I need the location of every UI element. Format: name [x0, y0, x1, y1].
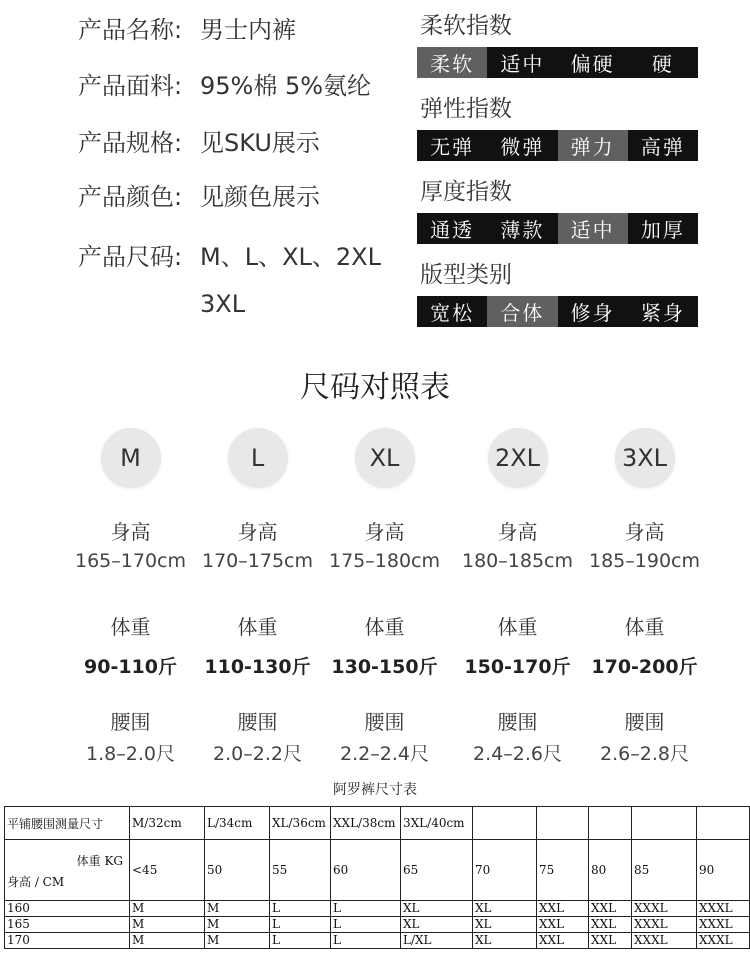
index-bar-fit [417, 296, 698, 327]
size-column-3xl [581, 428, 708, 765]
table-title: 阿罗裤尺寸表 [333, 782, 417, 798]
table-cell: XXL [589, 933, 632, 949]
table-cell: M [130, 917, 205, 933]
size-column-l [194, 428, 321, 765]
height-label: 身高 [624, 520, 665, 544]
table-weight-row [5, 840, 750, 901]
table-cell: 170 [5, 933, 130, 949]
index-title-fit: 版型类别 [420, 262, 512, 288]
table-cell: 55 [270, 840, 331, 901]
height-value: 165–170cm [75, 550, 186, 572]
table-cell: XXL [537, 917, 589, 933]
table-cell: XXXL [632, 901, 697, 917]
table-cell [537, 807, 589, 840]
index-option: 合体 [487, 296, 557, 327]
table-cell: XXXL [632, 933, 697, 949]
table-cell: 平铺腰围测量尺寸 [5, 807, 130, 840]
spec-value-size-cont: 3XL [200, 290, 246, 318]
size-table [4, 806, 750, 949]
index-option: 硬 [651, 52, 674, 76]
table-cell: L [331, 933, 401, 949]
table-cell: XL [473, 933, 537, 949]
height-label: 身高 [237, 520, 278, 544]
table-header-row [5, 807, 750, 840]
spec-value-color: 见颜色展示 [200, 183, 320, 211]
index-bar-elasticity [417, 130, 698, 161]
waist-label: 腰围 [237, 710, 278, 734]
spec-value-size: M、L、XL、2XL [200, 243, 381, 271]
index-option: 紧身 [640, 301, 685, 325]
weight-label: 体重 [497, 615, 538, 639]
index-option: 宽松 [430, 301, 475, 325]
table-cell: L/XL [401, 933, 473, 949]
weight-label: 体重 [237, 615, 278, 639]
weight-value: 150-170斤 [464, 656, 571, 678]
waist-value: 2.6–2.8尺 [600, 743, 689, 765]
height-value: 180–185cm [462, 550, 573, 572]
table-cell [632, 807, 697, 840]
table-cell: XXL [589, 901, 632, 917]
index-option: 适中 [558, 213, 628, 244]
index-option: 通透 [430, 218, 475, 242]
height-label: 身高 [110, 520, 151, 544]
size-column-m [67, 428, 194, 765]
size-column-2xl [454, 428, 581, 765]
table-cell: M [205, 901, 270, 917]
table-row [5, 917, 750, 933]
table-cell: 160 [5, 901, 130, 917]
spec-label-spec: 产品规格: [78, 129, 183, 157]
spec-value-fabric: 95%棉 5%氨纶 [200, 72, 372, 100]
table-cell: XXXL [697, 917, 750, 933]
table-cell: XXL [589, 917, 632, 933]
table-cell: L [270, 933, 331, 949]
height-value: 185–190cm [589, 550, 700, 572]
size-column-xl [321, 428, 448, 765]
table-cell: M [130, 933, 205, 949]
table-cell: L [331, 917, 401, 933]
corner-height-label: 身高 / CM [7, 875, 65, 889]
table-cell [697, 807, 750, 840]
table-cell: M [205, 917, 270, 933]
corner-weight-label: 体重 KG [76, 854, 123, 868]
table-cell: XXXL [697, 933, 750, 949]
size-chart-title: 尺码对照表 [300, 370, 450, 405]
index-option: 适中 [500, 52, 545, 76]
table-row [5, 933, 750, 949]
table-cell: XXL [537, 901, 589, 917]
table-cell: XXXL [697, 901, 750, 917]
table-cell: 60 [331, 840, 401, 901]
weight-value: 130-150斤 [331, 656, 438, 678]
waist-label: 腰围 [624, 710, 665, 734]
weight-label: 体重 [364, 615, 405, 639]
table-cell: XXL [537, 933, 589, 949]
table-cell: L [270, 917, 331, 933]
table-cell: 70 [473, 840, 537, 901]
index-option: 修身 [570, 301, 615, 325]
table-row [5, 901, 750, 917]
table-cell: 80 [589, 840, 632, 901]
waist-value: 2.0–2.2尺 [213, 743, 302, 765]
size-badge: 2XL [488, 428, 548, 488]
index-option: 薄款 [500, 218, 545, 242]
spec-label-color: 产品颜色: [78, 183, 183, 211]
spec-value-name: 男士内裤 [200, 16, 296, 44]
table-cell: XXL/38cm [331, 807, 401, 840]
table-cell: 65 [401, 840, 473, 901]
waist-label: 腰围 [497, 710, 538, 734]
waist-label: 腰围 [110, 710, 151, 734]
weight-value: 110-130斤 [204, 656, 311, 678]
table-cell: 50 [205, 840, 270, 901]
height-value: 175–180cm [329, 550, 440, 572]
index-title-elasticity: 弹性指数 [420, 96, 512, 122]
size-badge: 3XL [615, 428, 675, 488]
index-title-softness: 柔软指数 [420, 13, 512, 39]
spec-label-fabric: 产品面料: [78, 72, 183, 100]
table-cell: L [331, 901, 401, 917]
table-cell: M [130, 901, 205, 917]
size-badge: L [228, 428, 288, 488]
height-value: 170–175cm [202, 550, 313, 572]
size-badge: M [101, 428, 161, 488]
waist-value: 2.2–2.4尺 [340, 743, 429, 765]
spec-label-name: 产品名称: [78, 16, 183, 44]
table-cell: XL [401, 901, 473, 917]
table-cell [473, 807, 537, 840]
weight-value: 170-200斤 [591, 656, 698, 678]
table-cell: XL [401, 917, 473, 933]
table-cell: 85 [632, 840, 697, 901]
index-option: 弹力 [558, 130, 628, 161]
table-cell: XL [473, 901, 537, 917]
table-cell: <45 [130, 840, 205, 901]
table-cell: 75 [537, 840, 589, 901]
table-cell: M/32cm [130, 807, 205, 840]
table-cell: M [205, 933, 270, 949]
table-cell: 90 [697, 840, 750, 901]
waist-value: 2.4–2.6尺 [473, 743, 562, 765]
size-badge: XL [355, 428, 415, 488]
index-option: 偏硬 [570, 52, 615, 76]
waist-value: 1.8–2.0尺 [86, 743, 175, 765]
index-bar-thickness [417, 213, 698, 244]
table-cell: L [270, 901, 331, 917]
table-corner-cell [5, 840, 130, 901]
index-option: 柔软 [417, 47, 487, 78]
table-cell: L/34cm [205, 807, 270, 840]
index-option: 微弹 [500, 135, 545, 159]
spec-label-size: 产品尺码: [78, 243, 183, 271]
table-cell: 3XL/40cm [401, 807, 473, 840]
table-cell: 165 [5, 917, 130, 933]
weight-label: 体重 [110, 615, 151, 639]
index-option: 高弹 [640, 135, 685, 159]
table-cell: XXXL [632, 917, 697, 933]
weight-value: 90-110斤 [84, 656, 177, 678]
height-label: 身高 [364, 520, 405, 544]
index-bar-softness [417, 47, 698, 78]
index-title-thickness: 厚度指数 [420, 179, 512, 205]
table-cell: XL/36cm [270, 807, 331, 840]
index-option: 无弹 [430, 135, 475, 159]
index-option: 加厚 [640, 218, 685, 242]
height-label: 身高 [497, 520, 538, 544]
table-cell [589, 807, 632, 840]
table-cell: XL [473, 917, 537, 933]
spec-value-spec: 见SKU展示 [200, 129, 320, 157]
weight-label: 体重 [624, 615, 665, 639]
waist-label: 腰围 [364, 710, 405, 734]
